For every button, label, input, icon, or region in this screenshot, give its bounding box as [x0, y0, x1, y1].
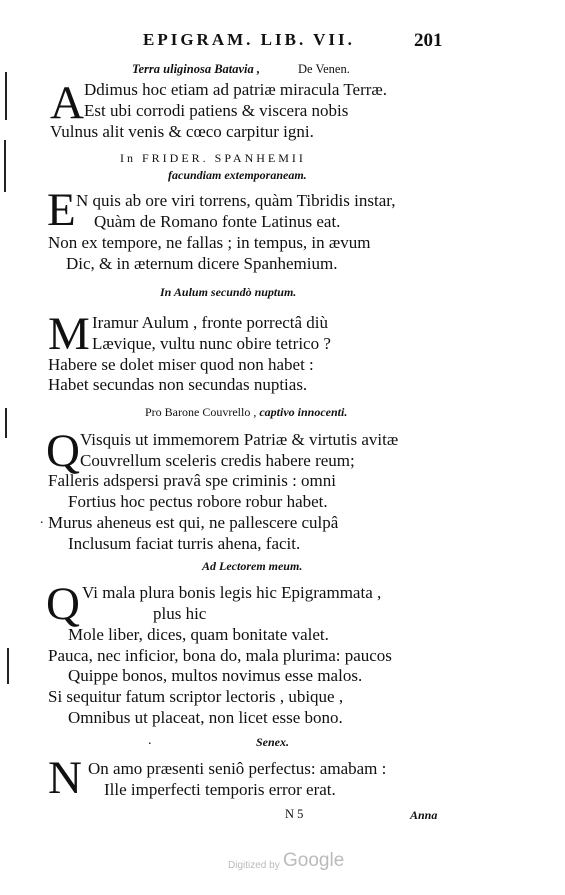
ink-dot: .	[148, 733, 152, 748]
verse-line: Visquis ut immemorem Patriæ & virtutis avitæ	[80, 430, 399, 449]
signature-mark: N 5	[285, 807, 304, 821]
verse-line: plus hic	[153, 604, 207, 623]
verse-line: Ille imperfecti temporis error erat.	[104, 780, 336, 799]
verse-line: On amo præsenti seniô perfectus: amabam :	[88, 759, 387, 778]
drop-initial: Q	[46, 578, 80, 630]
margin-mark	[4, 140, 6, 192]
verse-line: Quàm de Romano fonte Latinus eat.	[94, 212, 341, 231]
verse-line: Quippe bonos, multos novimus esse malos.	[68, 666, 363, 685]
verse-line: Lævique, vultu nunc obire tetrico ?	[92, 334, 331, 353]
verse-line: Pauca, nec inficior, bona do, mala plurima: paucos	[48, 646, 392, 665]
verse-line: Iramur Aulum , fronte porrectâ diù	[92, 313, 329, 332]
poem-title: In FRIDER. SPANHEMII	[120, 151, 306, 165]
poem-title: Senex.	[256, 735, 289, 749]
poem-title-roman: Pro Barone Couvrello ,	[145, 405, 257, 419]
poem-title: Terra uliginosa Batavia ,	[132, 62, 261, 76]
verse-line: Non ex tempore, ne fallas ; in tempus, in ævum	[48, 233, 371, 252]
verse-line: Falleris adspersi pravâ spe criminis : omni	[48, 471, 336, 490]
verse-line: Murus aheneus est qui, ne pallescere culpâ	[48, 513, 339, 532]
ink-dot: .	[40, 512, 44, 527]
verse-line: Habere se dolet miser quod non habet :	[48, 355, 314, 374]
drop-initial: A	[50, 77, 84, 129]
poem-title-italic: captivo innocenti.	[259, 405, 348, 419]
drop-initial: E	[47, 184, 76, 236]
margin-mark	[5, 408, 7, 438]
poem-title: Ad Lectorem meum.	[202, 559, 303, 573]
watermark-prefix: Digitized by	[228, 860, 280, 871]
verse-line: Habet secundas non secundas nuptias.	[48, 375, 308, 394]
watermark-logo: Google	[283, 850, 345, 871]
drop-initial: N	[48, 752, 82, 804]
verse-line: N quis ab ore viri torrens, quàm Tibridis instar,	[76, 191, 396, 210]
poem-subtitle: facundiam extemporaneam.	[168, 168, 307, 182]
poem-title: In Aulum secundò nuptum.	[160, 285, 297, 299]
verse-line: Mole liber, dices, quam bonitate valet.	[68, 625, 329, 644]
margin-mark	[5, 72, 7, 120]
catchword: Anna	[410, 808, 438, 822]
verse-line: Vulnus alit venis & cœco carpitur igni.	[50, 122, 314, 141]
verse-line: Fortius hoc pectus robore robur habet.	[68, 492, 328, 511]
verse-line: Ddimus hoc etiam ad patriæ miracula Terræ.	[84, 80, 387, 99]
verse-line: Si sequitur fatum scriptor lectoris , ubique ,	[48, 687, 344, 706]
margin-mark	[7, 648, 9, 684]
verse-line: Dic, & in æternum dicere Spanhemium.	[66, 254, 338, 273]
page-number: 201	[414, 30, 443, 51]
verse-line: Inclusum faciat turris ahena, facit.	[68, 534, 301, 553]
verse-line: Vi mala plura bonis legis hic Epigrammata ,	[82, 583, 382, 602]
drop-initial: Q	[46, 425, 80, 477]
poem-title-right: De Venen.	[298, 62, 350, 76]
drop-initial: M	[48, 308, 90, 360]
verse-line: Couvrellum sceleris credis habere reum;	[80, 451, 355, 470]
poem-title	[145, 405, 347, 420]
verse-line: Est ubi corrodi patiens & viscera nobis	[84, 101, 349, 120]
running-title: EPIGRAM. LIB. VII.	[143, 30, 355, 49]
verse-line: Omnibus ut placeat, non licet esse bono.	[68, 708, 343, 727]
